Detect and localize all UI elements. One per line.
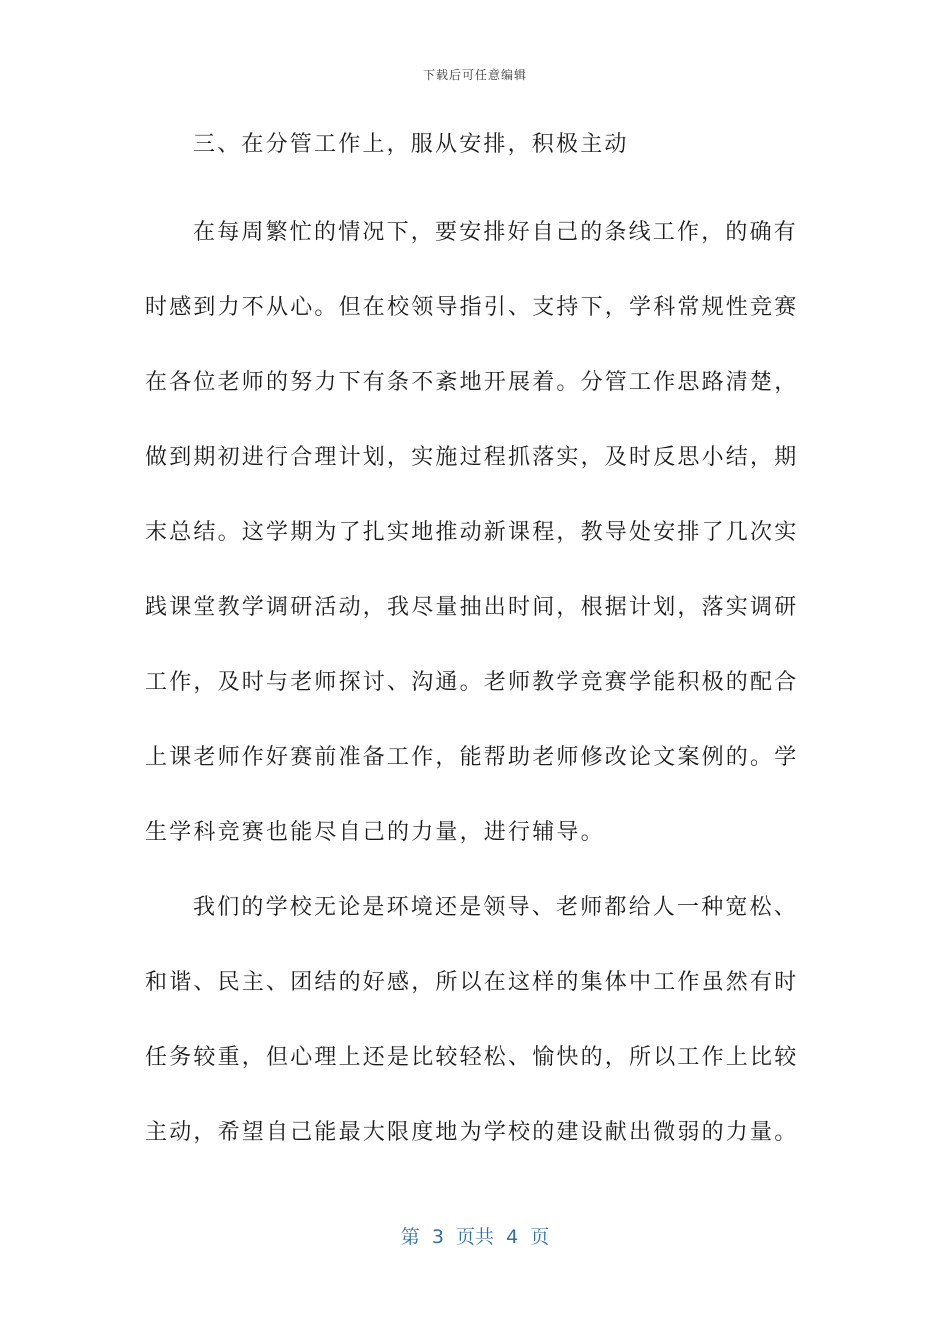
paragraph-line: 主动，希望自己能最大限度地为学校的建设献出微弱的力量。 — [145, 1120, 799, 1145]
paragraph-line: 践课堂教学调研活动，我尽量抽出时间，根据计划，落实调研 — [145, 595, 799, 620]
paragraph-line: 任务较重，但心理上还是比较轻松、愉快的，所以工作上比较 — [145, 1045, 799, 1070]
paragraph-line: 生学科竞赛也能尽自己的力量，进行辅导。 — [145, 820, 605, 845]
paragraph-line: 时感到力不从心。但在校领导指引、支持下，学科常规性竞赛 — [145, 295, 799, 320]
paragraph-1 — [145, 195, 799, 870]
paragraph-2 — [145, 870, 799, 1170]
paragraph-line: 上课老师作好赛前准备工作，能帮助老师修改论文案例的。学 — [145, 745, 799, 770]
header-note: 下载后可任意编辑 — [422, 68, 527, 82]
paragraph-line: 在每周繁忙的情况下，要安排好自己的条线工作，的确有 — [193, 220, 799, 245]
paragraph-line: 在各位老师的努力下有条不紊地开展着。分管工作思路清楚， — [145, 370, 799, 395]
section-heading: 三、在分管工作上，服从安排，积极主动 — [193, 132, 629, 157]
paragraph-line: 我们的学校无论是环境还是领导、老师都给人一种宽松、 — [193, 895, 799, 920]
paragraph-line: 和谐、民主、团结的好感，所以在这样的集体中工作虽然有时 — [145, 970, 799, 995]
paragraph-line: 末总结。这学期为了扎实地推动新课程，教导处安排了几次实 — [145, 520, 799, 545]
page-number-footer: 第 3 页共 4 页 — [400, 1226, 550, 1248]
paragraph-line: 工作，及时与老师探讨、沟通。老师教学竞赛学能积极的配合 — [145, 670, 799, 695]
paragraph-line: 做到期初进行合理计划，实施过程抓落实，及时反思小结，期 — [145, 445, 799, 470]
document-body — [145, 120, 799, 1170]
